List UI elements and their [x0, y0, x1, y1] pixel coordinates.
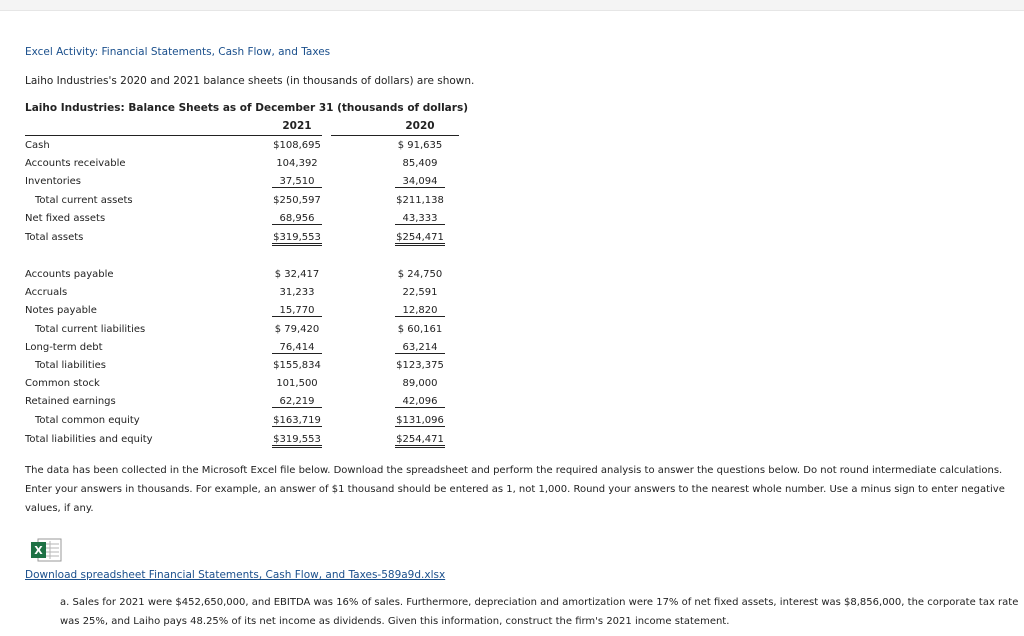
value-2021: 31,233 — [279, 287, 315, 298]
value-2021: $163,719 — [273, 415, 321, 426]
row-label: Long-term debt — [25, 342, 103, 353]
column-header-2021: 2021 — [282, 120, 312, 132]
row-label: Total assets — [25, 232, 84, 243]
value-2020: 34,094 — [395, 176, 445, 188]
value-2020: $ 60,161 — [397, 324, 443, 335]
row-label: Total current assets — [35, 195, 133, 206]
row-label: Accruals — [25, 287, 68, 298]
value-2020: $ 91,635 — [397, 140, 443, 151]
row-label: Inventories — [25, 176, 81, 187]
value-2021: 37,510 — [272, 176, 322, 188]
balance-row — [0, 138, 470, 154]
column-header-2020: 2020 — [405, 120, 435, 132]
intro-text: Laiho Industries's 2020 and 2021 balance sheets (in thousands of dollars) are shown. — [25, 75, 475, 87]
balance-row — [0, 156, 470, 172]
value-2021: 62,219 — [272, 396, 322, 408]
value-2020: $ 24,750 — [397, 269, 443, 280]
value-2020: $254,471 — [395, 434, 445, 448]
activity-title: Excel Activity: Financial Statements, Cash Flow, and Taxes — [25, 46, 331, 58]
balance-row — [0, 267, 470, 283]
value-2020: $131,096 — [396, 415, 444, 426]
balance-row — [0, 432, 470, 448]
value-2021: $319,553 — [272, 232, 322, 246]
row-label: Cash — [25, 140, 50, 151]
balance-row — [0, 358, 470, 374]
balance-row — [0, 174, 470, 190]
header-rule-2021 — [25, 135, 322, 136]
excel-file-icon[interactable] — [30, 538, 62, 562]
balance-row — [0, 340, 470, 356]
value-2020: 43,333 — [395, 213, 445, 225]
balance-row — [0, 394, 470, 410]
value-2021: $155,834 — [273, 360, 321, 371]
row-label: Total current liabilities — [35, 324, 146, 335]
value-2021: 15,770 — [272, 305, 322, 317]
value-2021: $108,695 — [273, 140, 321, 151]
value-2021: $250,597 — [273, 195, 321, 206]
balance-row — [0, 322, 470, 338]
value-2021: 104,392 — [276, 158, 318, 169]
instructions-text: The data has been collected in the Microsoft Excel file below. Download the spreadsheet and perform the required analysis to answer the questions below. Do not round intermediate calculations. Enter your answers in thousands. For example, an answer of $1 thousand should be entered as 1, not 1,000. Round your answers to the nearest whole number. Use a minus sign to enter negative values, if any. — [25, 465, 1005, 514]
row-label: Notes payable — [25, 305, 97, 316]
row-label: Total common equity — [35, 415, 140, 426]
balance-row — [0, 211, 470, 227]
table-title: Laiho Industries: Balance Sheets as of December 31 (thousands of dollars) — [25, 102, 468, 114]
value-2020: $123,375 — [396, 360, 444, 371]
value-2021: 101,500 — [276, 378, 318, 389]
row-label: Common stock — [25, 378, 100, 389]
row-label: Net fixed assets — [25, 213, 106, 224]
value-2020: 22,591 — [402, 287, 438, 298]
row-label: Total liabilities and equity — [25, 434, 153, 445]
value-2020: 42,096 — [395, 396, 445, 408]
value-2021: 68,956 — [272, 213, 322, 225]
balance-row — [0, 376, 470, 392]
svg-text:X: X — [34, 544, 43, 557]
value-2021: $ 79,420 — [274, 324, 320, 335]
balance-row — [0, 193, 470, 209]
value-2020: $211,138 — [396, 195, 444, 206]
download-spreadsheet-link[interactable]: Download spreadsheet Financial Statements, Cash Flow, and Taxes-589a9d.xlsx — [25, 569, 446, 581]
value-2020: 63,214 — [395, 342, 445, 354]
row-label: Accounts receivable — [25, 158, 126, 169]
value-2021: $ 32,417 — [274, 269, 320, 280]
row-label: Accounts payable — [25, 269, 114, 280]
balance-row — [0, 230, 470, 246]
value-2020: 89,000 — [402, 378, 438, 389]
value-2020: $254,471 — [395, 232, 445, 246]
value-2021: 76,414 — [272, 342, 322, 354]
value-2020: 12,820 — [395, 305, 445, 317]
question-a-text: a. Sales for 2021 were $452,650,000, and EBITDA was 16% of sales. Furthermore, depreciation and amortization were 17% of net fixed assets, interest was $8,856,000, the corporate tax rate was 25%, and Laiho pays 48.25% of its net income as dividends. Given this information, construct the firm's 2021 income statement. — [60, 597, 1019, 627]
balance-row — [0, 285, 470, 301]
top-bar — [0, 0, 1024, 11]
header-rule-2020 — [331, 135, 459, 136]
row-label: Retained earnings — [25, 396, 116, 407]
balance-row — [0, 413, 470, 429]
value-2020: 85,409 — [402, 158, 438, 169]
row-label: Total liabilities — [35, 360, 106, 371]
value-2021: $319,553 — [272, 434, 322, 448]
balance-row — [0, 303, 470, 319]
